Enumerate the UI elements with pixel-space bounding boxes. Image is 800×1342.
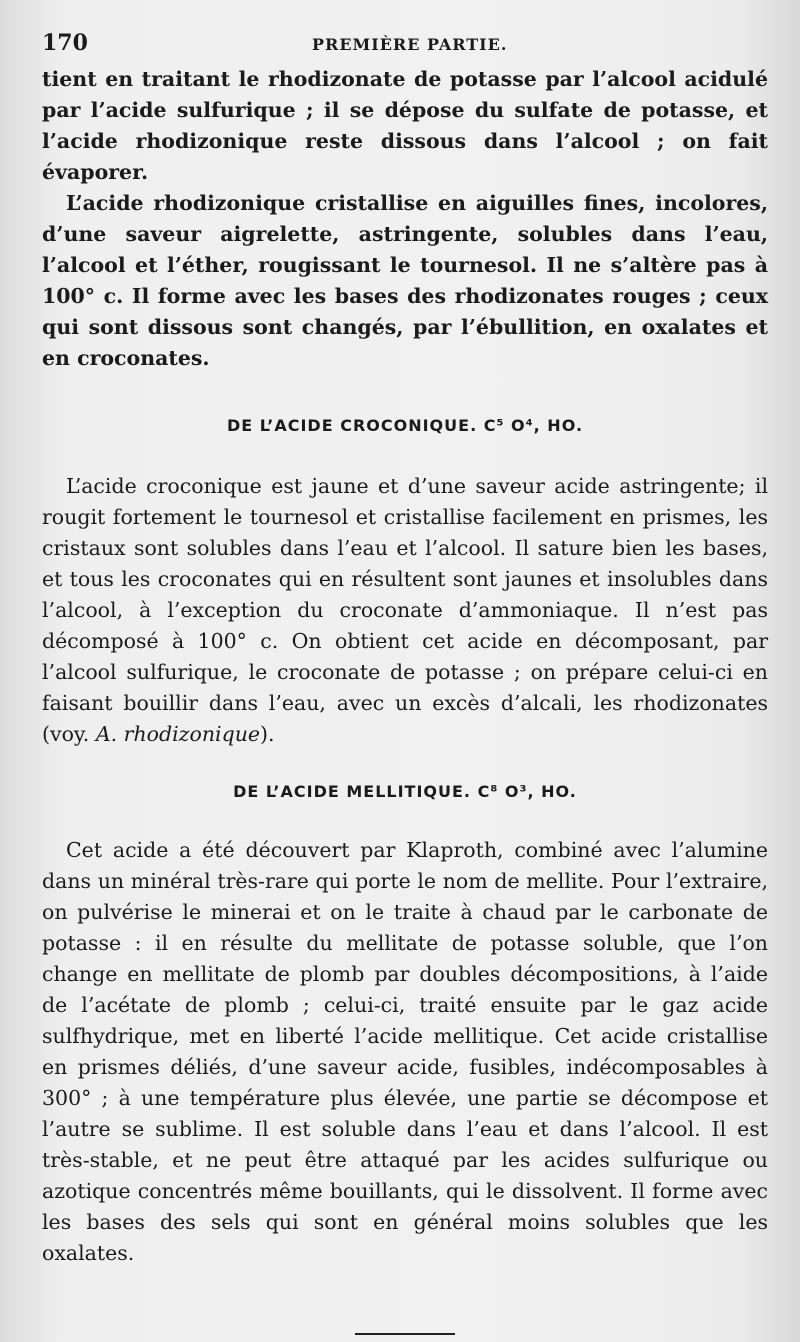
- cross-reference: A. rhodizonique: [95, 722, 261, 746]
- section-title-croconique: DE L’ACIDE CROCONIQUE. C⁵ O⁴, HO.: [226, 416, 584, 435]
- page-number: 170: [42, 30, 88, 56]
- paragraph: L’acide rhodizonique cristallise en aiguilles fines, incolores, d’une saveur aigrelette, astringente, solubles dans l’eau, l’alcool et l’éther, rougissant le tournesol. Il ne s’altère pas à 100° c. Il forme avec les bases des rhodizonates rouges ; ceux qui sont dissous sont changés, par l’ébullition, en oxalates et en croconates.: [42, 191, 768, 370]
- section-title-mellitique: DE L’ACIDE MELLITIQUE. C⁸ O³, HO.: [233, 782, 577, 801]
- page-header: [42, 30, 768, 64]
- paragraph: Cet acide a été découvert par Klaproth, combiné avec l’alumine dans un minéral très-rare qui porte le nom de mellite. Pour l’extraire, on pulvérise le minerai et on le traite à chaud par le carbonate de potasse : il en résulte du mellitate de potasse soluble, que l’on change en mellitate de plomb par doubles décompositions, à l’aide de l’acétate de plomb ; celui-ci, traité ensuite par le gaz acide sulfhydrique, met en liberté l’acide mellitique. Cet acide cristallise en prismes déliés, d’une saveur acide, fusibles, indécomposables à 300° ; à une température plus élevée, une partie se décompose et l’autre se sublime. Il est soluble dans l’eau et dans l’alcool. Il est très-stable, et ne peut être attaqué par les acides sulfurique ou azotique concentrés même bouillants, qui le dissolvent. Il forme avec les bases des sels qui sont en général moins solubles que les oxalates.: [42, 838, 768, 1265]
- paragraph: tient en traitant le rhodizonate de potasse par l’alcool acidulé par l’acide sulfurique ; il se dépose du sulfate de potasse, et l’acide rhodizonique reste dissous dans l’alcool ; on fait évaporer.: [42, 67, 768, 184]
- paragraph-text: ).: [260, 722, 275, 746]
- section-mellitique-body: [42, 835, 768, 1269]
- intro-text: [42, 64, 768, 374]
- running-head: PREMIÈRE PARTIE.: [312, 35, 508, 54]
- paragraph: [42, 471, 768, 750]
- section-croconique-body: [42, 471, 768, 750]
- paragraph-text: L’acide croconique est jaune et d’une saveur acide astringente; il rougit fortement le tournesol et cristallise facilement en prismes, les cristaux sont solubles dans l’eau et l’alcool. Il sature bien les bases, et tous les croconates qui en résultent sont jaunes et insolubles dans l’alcool, à l’exception du croconate d’ammoniaque. Il n’est pas décomposé à 100° c. On obtient cet acide en décomposant, par l’alcool sulfurique, le croconate de potasse ; on prépare celui-ci en faisant bouillir dans l’eau, avec un excès d’alcali, les rhodizonates (voy.: [42, 474, 768, 746]
- end-rule: [355, 1333, 455, 1335]
